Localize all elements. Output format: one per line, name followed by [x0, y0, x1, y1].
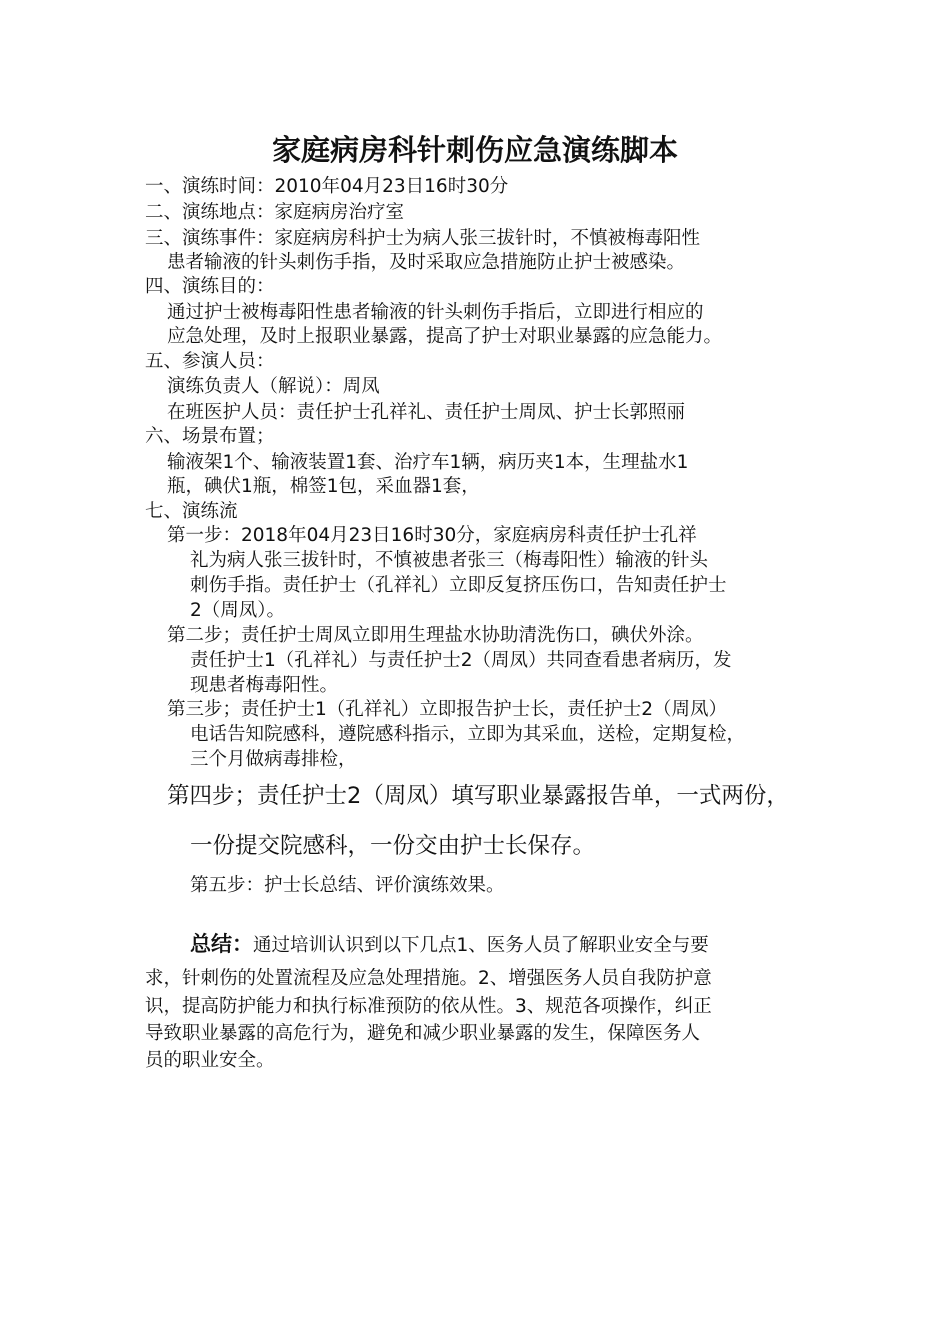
- drill-event-line-1: 三、演练事件：家庭病房科护士为病人张三拔针时，不慎被梅毒阳性: [145, 228, 701, 249]
- participants-leader: 演练负责人（解说）：周凤: [167, 376, 380, 397]
- scene-heading: 六、场景布置；: [145, 426, 275, 447]
- drill-purpose-line-2: 应急处理，及时上报职业暴露，提高了护士对职业暴露的应急能力。: [167, 326, 723, 347]
- drill-purpose-heading: 四、演练目的：: [145, 276, 275, 297]
- summary-text-1: 通过培训认识到以下几点1、医务人员了解职业安全与要: [253, 935, 709, 956]
- step1-line-3: 刺伤手指。责任护士（孔祥礼）立即反复挤压伤口，告知责任护士: [190, 575, 727, 596]
- drill-location: 二、演练地点：家庭病房治疗室: [145, 202, 405, 223]
- step2-line-3: 现患者梅毒阳性。: [190, 675, 339, 696]
- step1-line-4: 2（周凤）。: [190, 600, 286, 621]
- step1-line-2: 礼为病人张三拔针时，不慎被患者张三（梅毒阳性）输液的针头: [190, 550, 709, 571]
- page-title: 家庭病房科针刺伤应急演练脚本: [271, 133, 678, 167]
- summary-line-5: 员的职业安全。: [145, 1050, 275, 1071]
- step2-line-2: 责任护士1（孔祥礼）与责任护士2（周凤）共同查看患者病历，发: [190, 650, 732, 671]
- summary-line-4: 导致职业暴露的高危行为，避免和减少职业暴露的发生，保障医务人: [145, 1023, 701, 1044]
- summary-line-3: 识，提高防护能力和执行标准预防的依从性。3、规范各项操作，纠正: [145, 996, 712, 1017]
- summary-line-2: 求，针刺伤的处置流程及应急处理措施。2、增强医务人员自我防护意: [145, 968, 712, 989]
- step4-line-1: 第四步；责任护士2（周凤）填写职业暴露报告单，一式两份，: [167, 783, 789, 809]
- scene-line-2: 瓶，碘伏1瓶，棉签1包，采血器1套，: [167, 476, 480, 497]
- step3-line-3: 三个月做病毒排检，: [190, 749, 357, 770]
- step5: 第五步：护士长总结、评价演练效果。: [190, 875, 505, 896]
- scene-line-1: 输液架1个、输液装置1套、治疗车1辆，病历夹1本，生理盐水1: [167, 452, 689, 473]
- drill-event-line-2: 患者输液的针头刺伤手指，及时采取应急措施防止护士被感染。: [167, 252, 686, 273]
- participants-heading: 五、参演人员：: [145, 351, 275, 372]
- drill-purpose-line-1: 通过护士被梅毒阳性患者输液的针头刺伤手指后，立即进行相应的: [167, 302, 704, 323]
- step1-line-1: 第一步：2018年04月23日16时30分，家庭病房科责任护士孔祥: [167, 525, 697, 546]
- participants-staff: 在班医护人员：责任护士孔祥礼、责任护士周凤、护士长郭照丽: [167, 402, 686, 423]
- summary-line-1: [190, 931, 709, 959]
- step2-line-1: 第二步；责任护士周凤立即用生理盐水协助清洗伤口，碘伏外涂。: [167, 625, 704, 646]
- drill-time: 一、演练时间：2010年04月23日16时30分: [145, 176, 509, 197]
- step3-line-1: 第三步；责任护士1（孔祥礼）立即报告护士长，责任护士2（周凤）: [167, 699, 728, 720]
- step3-line-2: 电话告知院感科，遵院感科指示，立即为其采血，送检，定期复检，: [190, 724, 746, 745]
- summary-label: 总结：: [190, 932, 253, 956]
- step4-line-2: 一份提交院感科，一份交由护士长保存。: [190, 833, 596, 859]
- process-heading: 七、演练流: [145, 501, 238, 522]
